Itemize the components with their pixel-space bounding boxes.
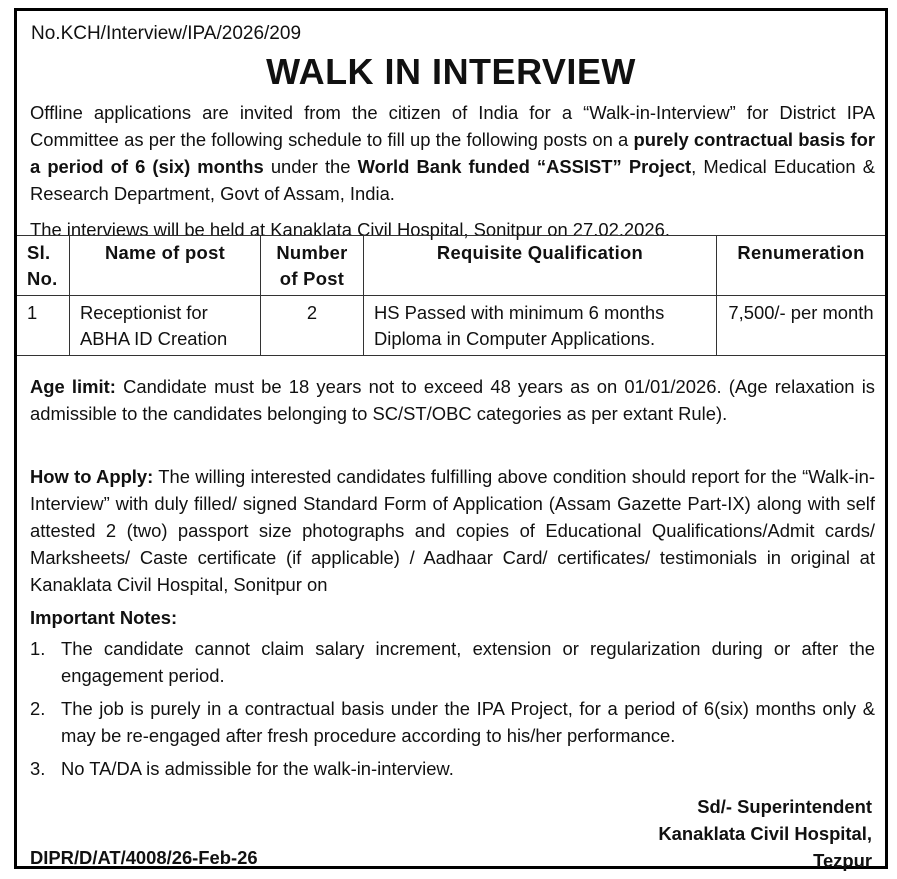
age-limit-text: Candidate must be 18 years not to exceed 48 years as on 01/01/2026. (Age relaxation is admissible to the candidates belonging to SC/ST/OBC categories as per extant Rule). <box>30 376 875 424</box>
notice-title: WALK IN INTERVIEW <box>266 51 636 92</box>
table-row <box>17 296 885 356</box>
venue-line: The interviews will be held at Kanaklata Civil Hospital, Sonitpur on 27.02.2026. <box>30 219 670 240</box>
note-text: The job is purely in a contractual basis under the IPA Project, for a period of 6(six) months only & may be re-engaged after fresh procedure according to his/her performance. <box>61 698 875 746</box>
how-to-apply-text: The willing interested candidates fulfilling above condition should report for the “Walk-in-Interview” with duly filled/ signed Standard Form of Application (Assam Gazette Part-IX) along with self attested 2 (two) passport size photographs and copies of Educational Qualifications/Admit cards/ Marksheets/ Caste certificate (if applicable) / Aadhaar Card/ certificates/ testimonials in original at Kanaklata Civil Hospital, Sonitpur on <box>30 466 875 595</box>
how-to-apply-label: How to Apply: <box>30 466 154 487</box>
intro-text-2: under the <box>263 156 358 177</box>
reference-number: No.KCH/Interview/IPA/2026/209 <box>31 23 302 44</box>
important-notes-heading: Important Notes: <box>30 607 178 628</box>
intro-paragraph <box>30 99 875 207</box>
intro-text-3: , Medical Education & Research Department, Govt of Assam, India. <box>30 156 876 204</box>
list-item <box>30 695 875 749</box>
header-remuneration: Renumeration <box>717 236 886 296</box>
header-name-of-post: Name of post <box>70 236 261 296</box>
list-item <box>30 635 875 689</box>
cell-post-count: 2 <box>261 296 364 356</box>
header-sl-no: Sl. No. <box>17 236 70 296</box>
signature-line-3: Tezpur <box>813 850 872 871</box>
header-number-of-post: Number of Post <box>261 236 364 296</box>
intro-text-1: Offline applications are invited from the citizen of India for a “Walk-in-Interview” for District IPA Committee as per the following schedule to fill up the following posts on a <box>30 102 875 150</box>
how-to-apply-paragraph <box>30 463 875 598</box>
intro-bold-contract: purely contractual basis for a period of 6 (six) months <box>30 129 875 177</box>
cell-post-name: Receptionist for ABHA ID Creation <box>70 296 261 356</box>
intro-bold-project: World Bank funded “ASSIST” Project <box>357 156 692 177</box>
table-header-row <box>17 236 885 296</box>
signature-line-1: Sd/- Superintendent <box>697 796 872 817</box>
note-number: 3. <box>30 758 46 779</box>
notice-frame <box>14 8 888 869</box>
dipr-code: DIPR/D/AT/4008/26-Feb-26 <box>30 847 258 868</box>
age-limit-label: Age limit: <box>30 376 116 397</box>
note-text: No TA/DA is admissible for the walk-in-interview. <box>61 758 454 779</box>
note-number: 1. <box>30 638 46 659</box>
cell-sl-no: 1 <box>17 296 70 356</box>
cell-qualification: HS Passed with minimum 6 months Diploma in Computer Applications. <box>364 296 717 356</box>
header-qualification: Requisite Qualification <box>364 236 717 296</box>
signature-line-2: Kanaklata Civil Hospital, <box>658 823 872 844</box>
cell-remuneration: 7,500/- per month <box>717 296 886 356</box>
list-item <box>30 755 875 782</box>
important-notes-list <box>30 635 875 788</box>
posts-table <box>17 235 885 356</box>
note-text: The candidate cannot claim salary increment, extension or regularization during or after the engagement period. <box>61 638 875 686</box>
note-number: 2. <box>30 698 46 719</box>
age-limit-paragraph <box>30 373 875 427</box>
signature-block <box>658 793 872 874</box>
